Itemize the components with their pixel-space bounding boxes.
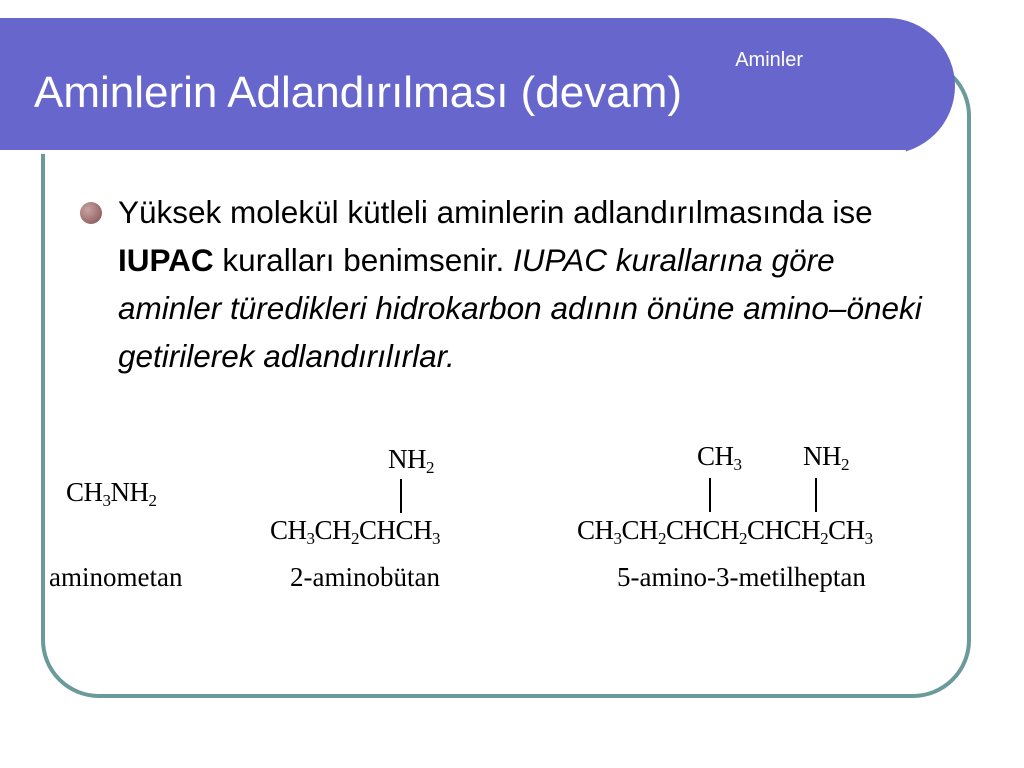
bullet-text-2: kuralları benimsenir. [213,242,514,278]
name-2-aminobutan: 2-aminobütan [290,562,440,592]
title-underline [0,150,906,154]
bond-line [400,479,402,513]
bond-line [709,478,711,512]
substituent-nh2: $NH_2$ [388,444,434,477]
bullet-paragraph [118,188,928,380]
section-tag: Aminler [735,49,803,71]
formula-aminometan: $CH_3NH_2$ [66,477,157,510]
bond-line [815,478,817,512]
name-aminometan: aminometan [49,562,183,592]
bullet-icon [80,202,102,224]
bullet-bold-iupac: IUPAC [118,242,214,278]
substituent-nh2: $NH_2$ [803,441,849,474]
title-banner [0,18,955,154]
slide-title: Aminlerin Adlandırılması (devam) [34,68,683,117]
bullet-text-1: Yüksek molekül kütleli aminlerin adlandırılmasında ise [118,194,873,230]
formula-5-amino-3-metilheptan: $CH_3CH_2CHCH_2CHCH_2CH_3$ [577,515,873,548]
bullet-italic: IUPAC kurallarına göre aminler türedikleri hidrokarbon adının önüne amino–öneki getirilerek adlandırılırlar. [118,242,922,374]
name-5-amino-3-metilheptan: 5-amino-3-metilheptan [617,562,866,592]
substituent-ch3: $CH_3$ [697,441,742,474]
formula-2-aminobutan: $CH_3CH_2CHCH_3$ [270,515,441,548]
